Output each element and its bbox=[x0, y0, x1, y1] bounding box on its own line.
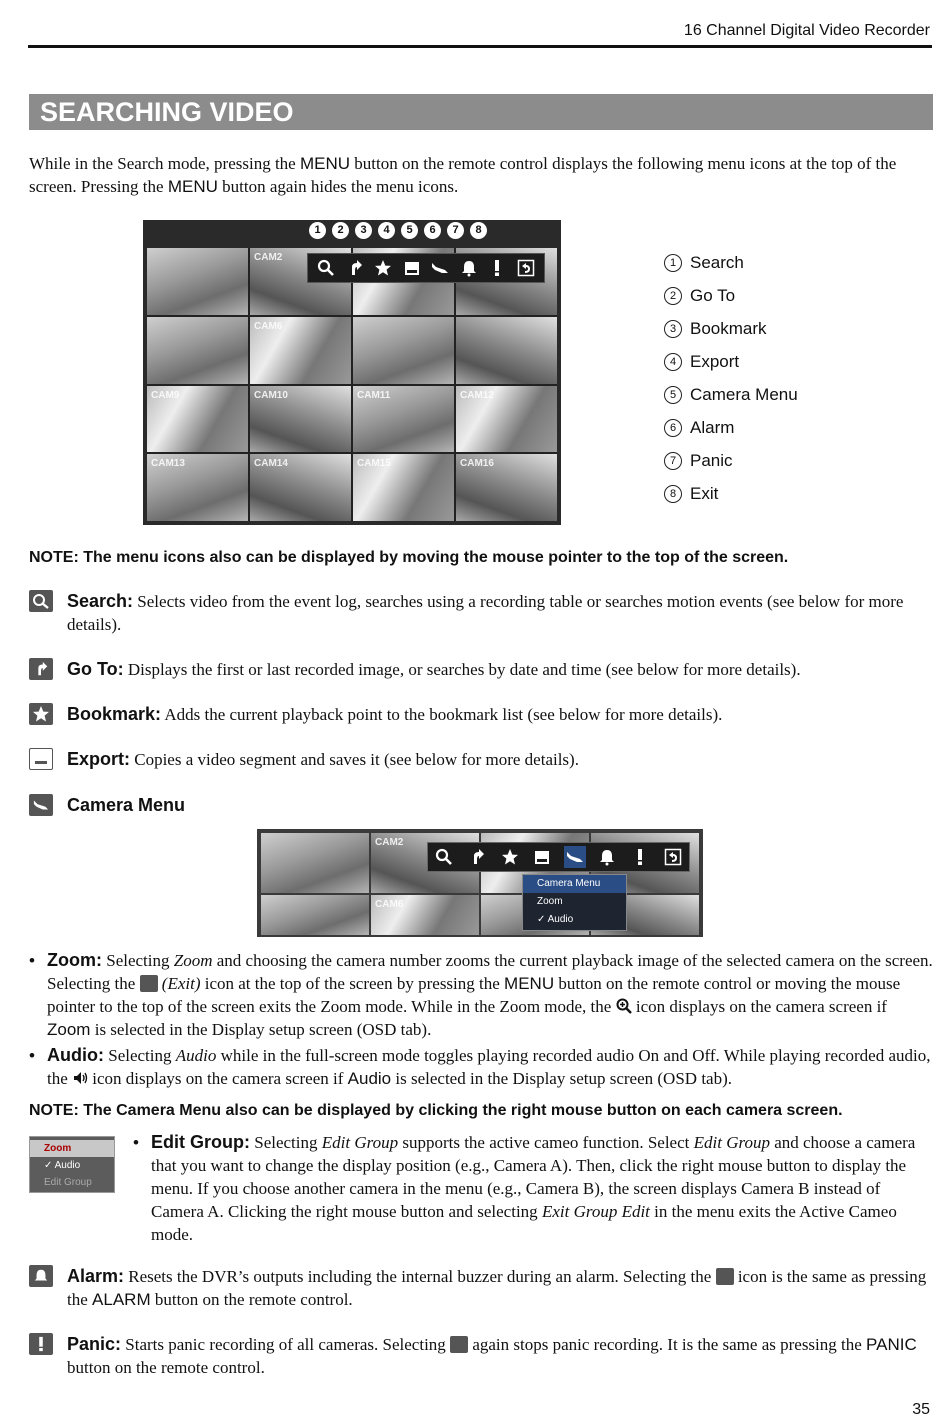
section-title: SEARCHING VIDEO bbox=[29, 94, 933, 130]
callout-number: 7 bbox=[447, 222, 464, 239]
camera-tile[interactable] bbox=[353, 454, 454, 521]
header-rule bbox=[28, 45, 932, 48]
goto-section: Go To: Displays the first or last recorded image, or searches by date and time (see below for more details). bbox=[29, 658, 934, 681]
legend-item bbox=[664, 345, 798, 378]
alarm-section: Alarm: Resets the DVR’s outputs including the internal buzzer during an alarm. Selecting the icon is the same as pressing the ALARM button on the remote control. bbox=[29, 1265, 934, 1311]
camera-label: CAM2 bbox=[375, 837, 404, 848]
bookmark-icon[interactable] bbox=[372, 257, 394, 279]
menu-item-zoom[interactable]: Zoom bbox=[537, 896, 563, 907]
note-camera-menu: NOTE: The Camera Menu also can be displayed by clicking the right mouse button on each camera screen. bbox=[29, 1102, 843, 1119]
camera-tile[interactable] bbox=[250, 386, 351, 453]
camera-tile[interactable] bbox=[147, 454, 248, 521]
context-item-zoom[interactable]: Zoom bbox=[30, 1140, 114, 1157]
camera-label: CAM15 bbox=[357, 458, 391, 470]
panic-icon bbox=[450, 1336, 468, 1353]
bookmark-icon[interactable] bbox=[499, 846, 521, 868]
exit-icon[interactable] bbox=[515, 257, 537, 279]
panic-icon bbox=[29, 1333, 53, 1355]
export-section: Export: Copies a video segment and saves it (see below for more details). bbox=[29, 748, 934, 771]
running-header: 16 Channel Digital Video Recorder bbox=[683, 22, 930, 39]
callout-number: 8 bbox=[470, 222, 487, 239]
audio-bullet: • Audio: Selecting Audio while in the full-screen mode toggles playing recorded audio On and Off. While playing recorded audio, the icon displays on the camera screen if Audio is selected in the Display setup screen (OSD tab). bbox=[29, 1045, 931, 1088]
camera-tile[interactable] bbox=[250, 317, 351, 384]
alarm-icon[interactable] bbox=[458, 257, 480, 279]
camera-tile[interactable] bbox=[147, 386, 248, 453]
callout-numbers bbox=[309, 222, 487, 239]
camera-tile[interactable] bbox=[147, 248, 248, 315]
camera-dropdown-menu bbox=[522, 874, 627, 931]
legend-number: 7 bbox=[664, 452, 682, 470]
goto-icon[interactable] bbox=[344, 257, 366, 279]
legend-number: 2 bbox=[664, 287, 682, 305]
note-menu-icons: NOTE: The menu icons also can be displayed by moving the mouse pointer to the top of the screen. bbox=[29, 549, 789, 566]
camera-label: CAM6 bbox=[375, 899, 404, 910]
legend-number: 3 bbox=[664, 320, 682, 338]
export-icon bbox=[29, 748, 53, 770]
camera-tile[interactable] bbox=[456, 386, 557, 453]
export-icon[interactable] bbox=[401, 257, 423, 279]
menu-header: Camera Menu bbox=[523, 875, 626, 893]
legend-label: Alarm bbox=[690, 417, 735, 437]
callout-number: 2 bbox=[332, 222, 349, 239]
menu-icon-bar bbox=[307, 253, 545, 283]
camera-label: CAM16 bbox=[460, 458, 494, 470]
legend-number: 1 bbox=[664, 254, 682, 272]
camera-tile[interactable] bbox=[353, 386, 454, 453]
search-icon[interactable] bbox=[315, 257, 337, 279]
goto-icon bbox=[29, 658, 53, 680]
legend-label: Search bbox=[690, 252, 744, 272]
camera-label: CAM12 bbox=[460, 389, 494, 401]
legend-item bbox=[664, 444, 798, 477]
callout-number: 1 bbox=[309, 222, 326, 239]
camera-label: CAM2 bbox=[254, 252, 283, 263]
legend-label: Camera Menu bbox=[690, 384, 798, 404]
legend-number: 4 bbox=[664, 353, 682, 371]
exit-icon[interactable] bbox=[662, 846, 684, 868]
search-section: Search: Selects video from the event log, searches using a recording table or searches motion events (see below for more details). bbox=[29, 590, 934, 636]
legend-number: 6 bbox=[664, 419, 682, 437]
edit-group-bullet: • Edit Group: Selecting Edit Group supports the active cameo function. Select Edit Group and choose a camera that you want to change the display position (e.g., Camera A). Then, click the right mouse button to display the menu. If you choose another camera in the menu (e.g., Camera B), the screen displays Camera B instead of Camera A. Clicking the right mouse button and selecting Exit Group Edit in the menu exits the Active Cameo mode. bbox=[133, 1132, 916, 1244]
panic-icon[interactable] bbox=[486, 257, 508, 279]
legend-number: 8 bbox=[664, 485, 682, 503]
panic-icon[interactable] bbox=[629, 846, 651, 868]
alarm-icon bbox=[716, 1268, 734, 1285]
legend-item bbox=[664, 378, 798, 411]
camera-tile[interactable] bbox=[371, 895, 479, 935]
panic-section: Panic: Starts panic recording of all cameras. Selecting again stops panic recording. It is the same as pressing the PANIC button on the remote control. bbox=[29, 1333, 934, 1379]
camera-menu-screenshot bbox=[257, 829, 703, 937]
camera-tile[interactable] bbox=[261, 895, 369, 935]
camera-label: CAM9 bbox=[151, 389, 180, 401]
legend-label: Go To bbox=[690, 285, 736, 305]
legend-number: 5 bbox=[664, 386, 682, 404]
camera-label: CAM14 bbox=[254, 458, 288, 470]
callout-number: 3 bbox=[355, 222, 372, 239]
bookmark-section: Bookmark: Adds the current playback point to the bookmark list (see below for more details). bbox=[29, 703, 934, 726]
goto-icon[interactable] bbox=[466, 846, 488, 868]
camera-tile[interactable] bbox=[147, 317, 248, 384]
zoom-in-icon bbox=[616, 998, 632, 1014]
audio-icon bbox=[72, 1070, 88, 1086]
camera-grid bbox=[147, 248, 557, 521]
camera-label: CAM10 bbox=[254, 389, 288, 401]
camera-label: CAM13 bbox=[151, 458, 185, 470]
camera-menu-section: Camera Menu bbox=[29, 794, 934, 817]
menu-item-audio[interactable]: ✓ Audio bbox=[537, 914, 574, 925]
intro-paragraph: While in the Search mode, pressing the MENU button on the remote control displays the following menu icons at the top of the screen. Pressing the MENU button again hides the menu icons. bbox=[29, 154, 897, 196]
legend-item bbox=[664, 279, 798, 312]
camera-tile[interactable] bbox=[261, 833, 369, 893]
zoom-bullet: • Zoom: Selecting Zoom and choosing the camera number zooms the current playback image of the selected camera on the screen. Selecting the (Exit) icon at the top of the screen by pressing the MENU button on the remote control or moving the mouse pointer to the top of the screen exits the Zoom mode. While in the Zoom mode, the icon displays on the camera screen if Zoom is selected in the Display setup screen (OSD tab). bbox=[29, 950, 933, 1039]
context-item-audio[interactable]: ✓ Audio bbox=[44, 1160, 81, 1171]
menu-icon-bar bbox=[427, 842, 690, 872]
alarm-icon[interactable] bbox=[596, 846, 618, 868]
page-number: 35 bbox=[912, 1401, 930, 1418]
camera-menu-icon[interactable] bbox=[429, 257, 451, 279]
legend-label: Exit bbox=[690, 483, 719, 503]
icon-legend bbox=[664, 246, 798, 510]
camera-label: CAM11 bbox=[357, 389, 391, 401]
camera-tile[interactable] bbox=[456, 317, 557, 384]
search-icon bbox=[29, 590, 53, 612]
exit-icon bbox=[140, 975, 158, 992]
camera-label: CAM6 bbox=[254, 320, 283, 332]
legend-label: Export bbox=[690, 351, 740, 371]
bookmark-icon bbox=[29, 703, 53, 725]
camera-tile[interactable] bbox=[250, 454, 351, 521]
export-icon[interactable] bbox=[531, 846, 553, 868]
legend-label: Panic bbox=[690, 450, 733, 470]
camera-tile[interactable] bbox=[456, 454, 557, 521]
camera-menu-icon bbox=[29, 794, 53, 816]
camera-menu-icon[interactable] bbox=[564, 846, 586, 868]
legend-item bbox=[664, 477, 798, 510]
legend-item bbox=[664, 312, 798, 345]
callout-number: 5 bbox=[401, 222, 418, 239]
search-icon[interactable] bbox=[433, 846, 455, 868]
legend-item bbox=[664, 411, 798, 444]
legend-label: Bookmark bbox=[690, 318, 767, 338]
legend-item bbox=[664, 246, 798, 279]
camera-tile[interactable] bbox=[353, 317, 454, 384]
callout-number: 4 bbox=[378, 222, 395, 239]
callout-number: 6 bbox=[424, 222, 441, 239]
context-item-edit-group[interactable]: Edit Group bbox=[44, 1177, 92, 1188]
search-mode-screenshot bbox=[143, 220, 561, 525]
context-menu-image bbox=[29, 1136, 115, 1193]
alarm-icon bbox=[29, 1265, 53, 1287]
